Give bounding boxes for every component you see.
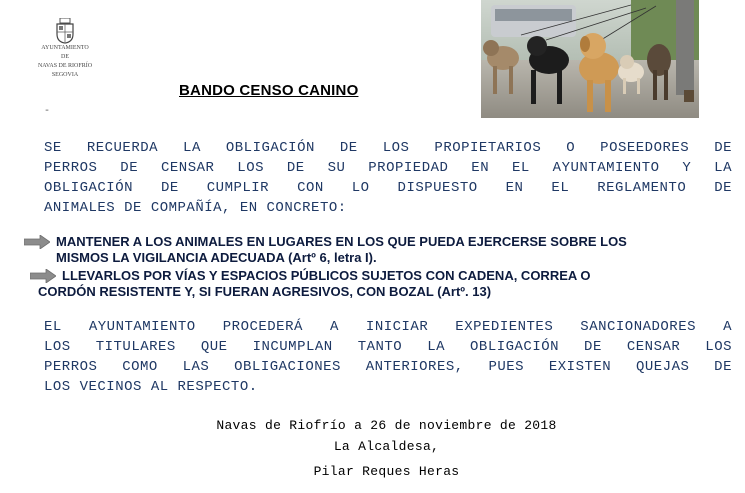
document-title: BANDO CENSO CANINO: [179, 82, 359, 99]
place-and-date: Navas de Riofrío a 26 de noviembre de 2018: [216, 418, 557, 433]
sanctions-line: LOS TITULARES QUE INCUMPLAN TANTO LA OBLIGACIÓN DE CENSAR LOS: [44, 339, 732, 355]
municipal-crest: [30, 18, 100, 80]
dash-mark: -: [44, 106, 51, 117]
rule-item-text: LLEVARLOS POR VÍAS Y ESPACIOS PÚBLICOS SUJETOS CON CADENA, CORREA O: [62, 268, 591, 283]
signatory-role: La Alcaldesa,: [333, 439, 440, 454]
arrow-right-icon: [24, 235, 50, 249]
signatory-name: Pilar Reques Heras: [313, 464, 460, 479]
sanctions-paragraph: [44, 317, 732, 397]
sanctions-line: LOS VECINOS AL RESPECTO.: [44, 379, 258, 395]
rule-item-text: MISMOS LA VIGILANCIA ADECUADA (Artº 6, letra I).: [56, 250, 377, 265]
dogs-walking-photo: [481, 0, 699, 118]
rule-item-text: MANTENER A LOS ANIMALES EN LUGARES EN LOS QUE PUEDA EJERCERSE SOBRE LOS: [56, 234, 627, 249]
intro-paragraph: [44, 138, 732, 218]
rule-item-leash: [38, 268, 732, 300]
intro-line: PERROS DE CENSAR LOS DE SU PROPIEDAD EN EL AYUNTAMIENTO Y LA: [44, 160, 732, 176]
crest-line: DE: [61, 54, 69, 60]
intro-line: SE RECUERDA LA OBLIGACIÓN DE LOS PROPIETARIOS O POSEEDORES DE: [44, 140, 732, 156]
intro-line: ANIMALES DE COMPAÑÍA, EN CONCRETO:: [44, 200, 347, 216]
rule-item-supervision: [24, 234, 732, 266]
crest-line: SEGOVIA: [51, 72, 79, 78]
coat-of-arms-icon: [55, 18, 75, 44]
sanctions-line: PERROS COMO LAS OBLIGACIONES ANTERIORES, PUES EXISTEN QUEJAS DE: [44, 359, 732, 375]
crest-line: NAVAS DE RIOFRÍO: [37, 63, 93, 69]
arrow-right-icon: [30, 269, 56, 283]
intro-line: OBLIGACIÓN DE CUMPLIR CON LO DISPUESTO EN EL REGLAMENTO DE: [44, 180, 732, 196]
crest-line: AYUNTAMIENTO: [41, 45, 89, 51]
rule-item-text: CORDÓN RESISTENTE Y, SI FUERAN AGRESIVOS, CON BOZAL (Artº. 13): [38, 284, 492, 299]
sanctions-line: EL AYUNTAMIENTO PROCEDERÁ A INICIAR EXPEDIENTES SANCIONADORES A: [44, 319, 732, 335]
